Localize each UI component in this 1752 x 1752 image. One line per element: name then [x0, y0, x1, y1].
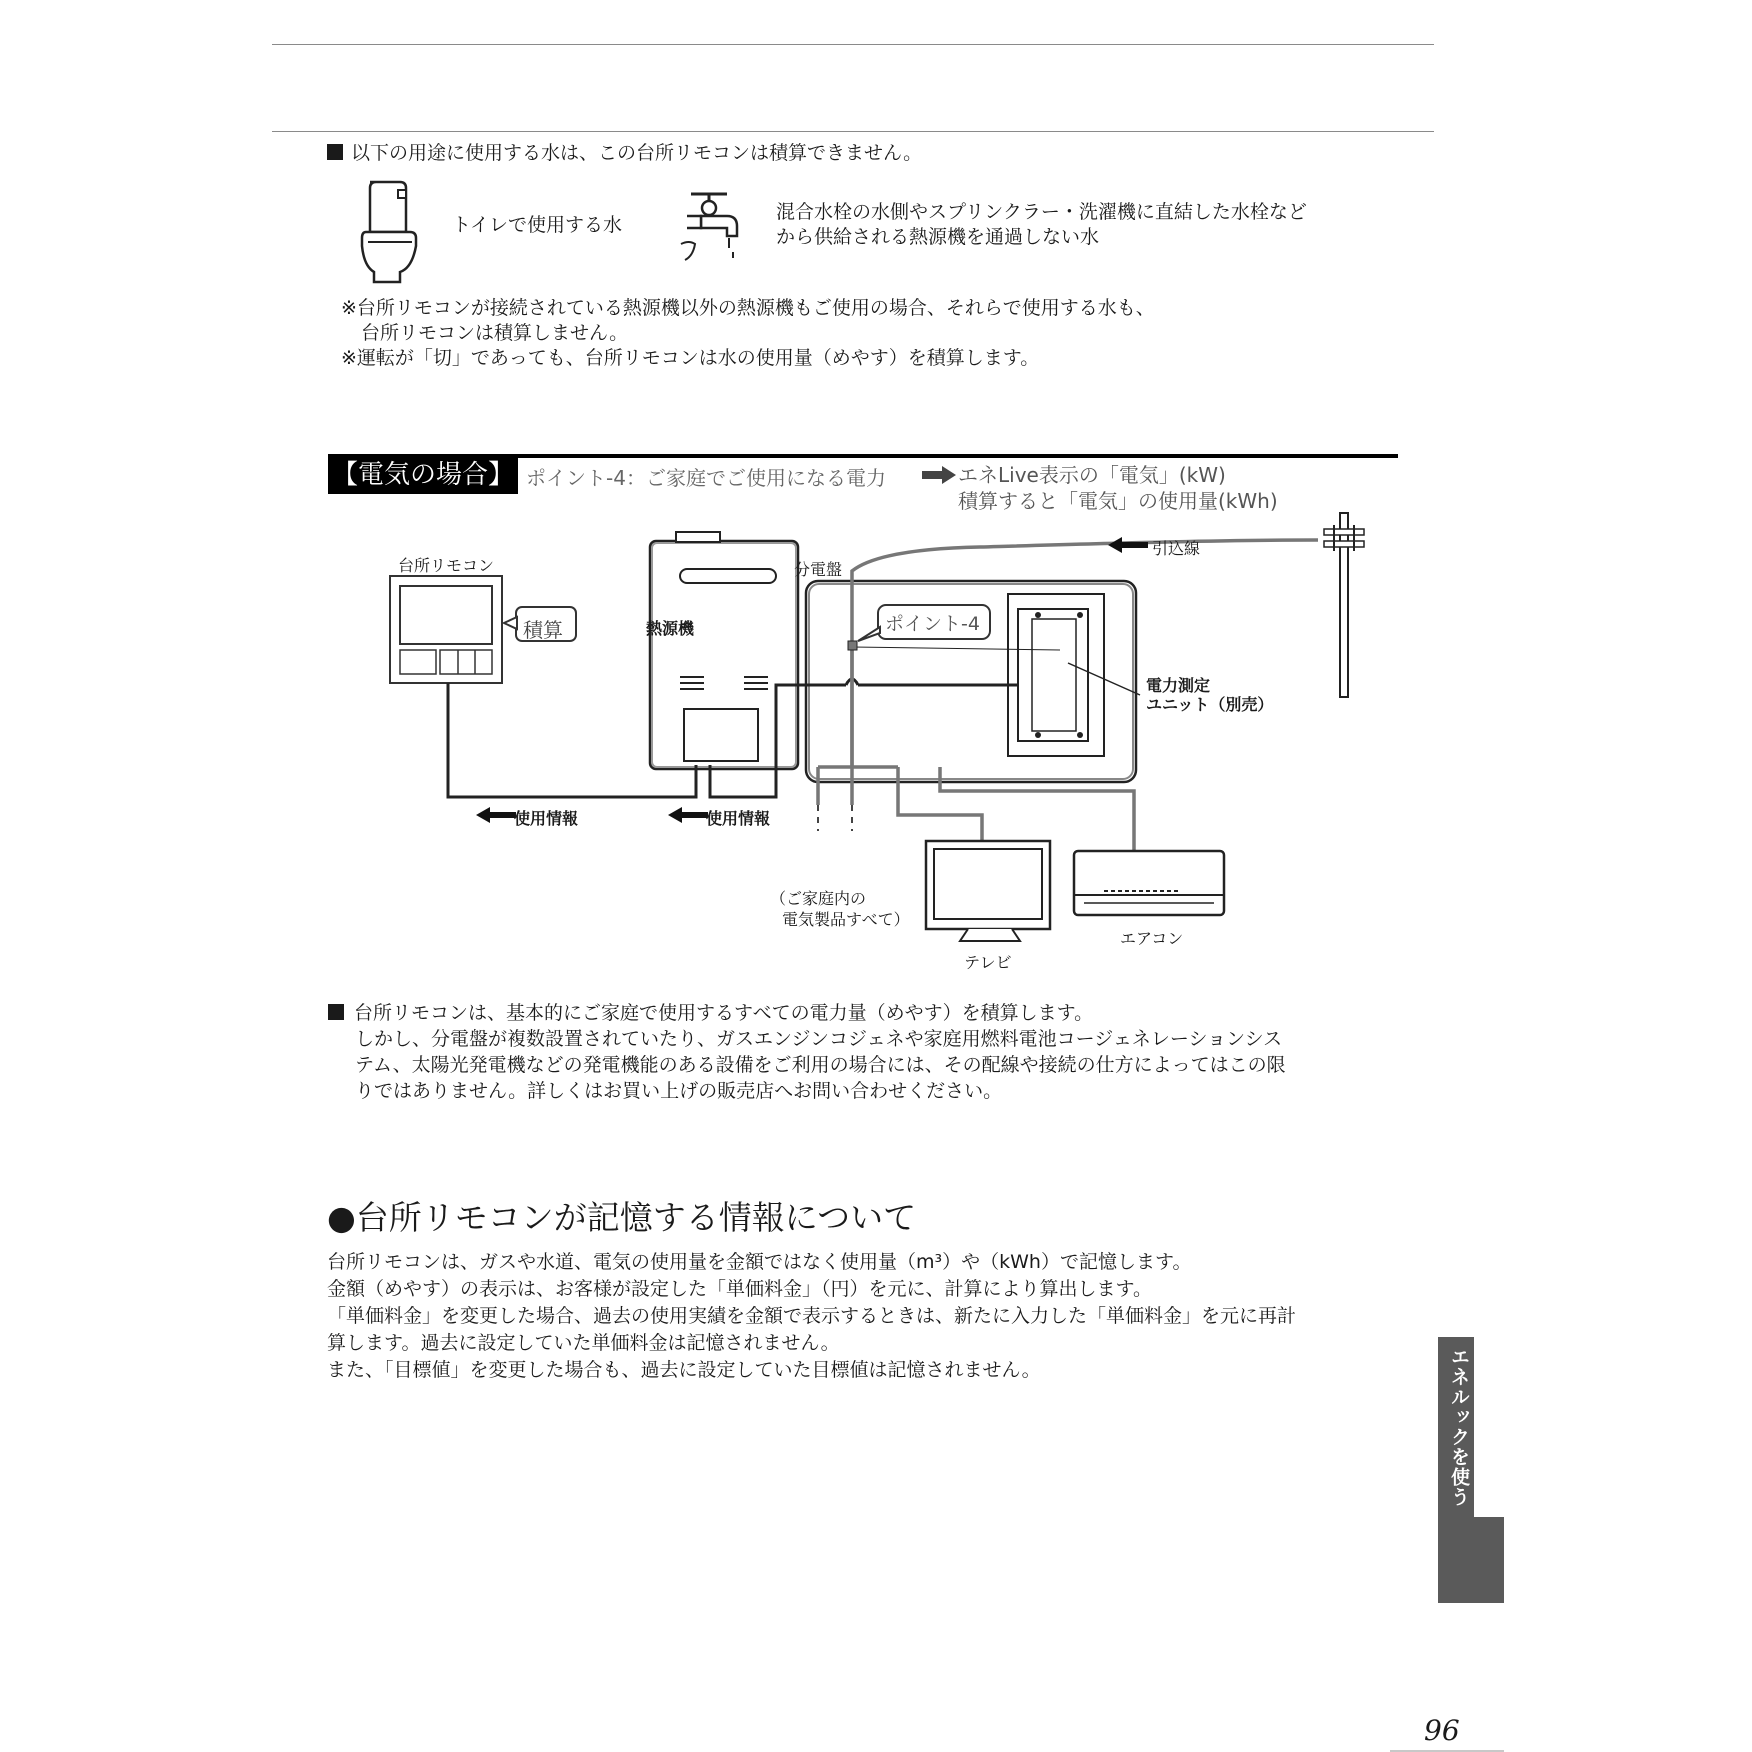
point4-label: ポイント-4 — [885, 613, 980, 635]
meter-line-1: 電力測定 — [1146, 676, 1211, 695]
side-tab-block — [1474, 1517, 1504, 1603]
usage-info-right: 使用情報 — [706, 809, 771, 828]
tv-drawing — [926, 841, 1050, 941]
incoming-line-label: 引込線 — [1152, 539, 1201, 558]
side-tab-label: エネルックを使う — [1448, 1347, 1470, 1507]
water-note-1: ※台所リモコンが接続されている熱源機以外の熱源機もご使用の場合、それらで使用する水も、 — [341, 297, 1155, 319]
faucet-line-1: 混合水栓の水側やスプリンクラー・洗濯機に直結した水栓など — [776, 201, 1307, 223]
heater-label: 熱源機 — [646, 619, 695, 638]
electric-note-1: 台所リモコンは、基本的にご家庭で使用するすべての電力量（めやす）を積算します。 — [354, 1002, 1094, 1024]
electric-notes — [328, 1000, 1286, 1104]
memory-line-3: 「単価料金」を変更した場合、過去の使用実績を金額で表示するときは、新たに入力した「単価料金」を元に再計 — [327, 1305, 1297, 1327]
memory-body — [327, 1249, 1296, 1384]
toilet-icon — [360, 176, 432, 288]
electric-title: 【電気の場合】 — [328, 456, 518, 494]
side-tab[interactable] — [1438, 1337, 1474, 1603]
square-bullet-icon — [328, 1004, 344, 1020]
electric-note-2: しかし、分電盤が複数設置されていたり、ガスエンジンコジェネや家庭用燃料電池コージェネレーションシス — [355, 1028, 1283, 1050]
sensor-dot — [848, 641, 857, 650]
water-note-2: ※運転が「切」であっても、台所リモコンは水の使用量（めやす）を積算します。 — [341, 347, 1040, 369]
memory-line-2: 金額（めやす）の表示は、お客様が設定した「単価料金」（円）を元に、計算により算出します。 — [327, 1278, 1152, 1300]
memory-line-1: 台所リモコンは、ガスや水道、電気の使用量を金額ではなく使用量（m³）や（kWh）で記憶します。 — [327, 1251, 1192, 1273]
memory-title: ●台所リモコンが記憶する情報について — [327, 1198, 917, 1237]
display-line-1: エネLive表示の「電気」(kW) — [958, 463, 1226, 487]
appliances-line-1: （ご家庭内の — [770, 889, 867, 908]
faucet-icon — [677, 186, 749, 268]
panel-label: 分電盤 — [794, 560, 843, 579]
header-rule — [272, 131, 1434, 132]
electric-note-4: りではありません。詳しくはお買い上げの販売店へお問い合わせください。 — [355, 1080, 1003, 1102]
arrow-right-icon — [922, 466, 956, 484]
dashed-lines — [818, 805, 852, 831]
water-heading-text: 以下の用途に使用する水は、この台所リモコンは積算できません。 — [351, 142, 923, 164]
aircon-label: エアコン — [1120, 929, 1184, 948]
sekisan-label: 積算 — [523, 618, 563, 642]
memory-line-5: また、「目標値」を変更した場合も、過去に設定していた目標値は記憶されません。 — [327, 1359, 1041, 1381]
faucet-description — [776, 200, 1307, 250]
memory-line-4: 算します。過去に設定していた単価料金は記憶されません。 — [327, 1332, 840, 1354]
display-line-2: 積算すると「電気」の使用量(kWh) — [958, 489, 1278, 513]
meter-unit-label — [1146, 676, 1273, 714]
faucet-line-2: から供給される熱源機を通過しない水 — [776, 226, 1100, 248]
usage-info-left: 使用情報 — [514, 809, 579, 828]
toilet-label: トイレで使用する水 — [452, 214, 623, 236]
aircon-drawing — [1074, 851, 1224, 915]
water-notes — [341, 296, 1155, 371]
appliances-line-2: 電気製品すべて） — [782, 910, 910, 929]
tv-label: テレビ — [964, 953, 1012, 972]
utility-pole-drawing — [1324, 513, 1364, 697]
page-number: 96 — [1424, 1714, 1460, 1747]
square-bullet-icon — [327, 144, 343, 160]
electric-note-3: テム、太陽光発電機などの発電機能のある設備をご利用の場合には、その配線や接続の仕方によってはこの限 — [355, 1054, 1286, 1076]
meter-line-2: ユニット（別売） — [1146, 695, 1274, 714]
water-note-1-cont: 台所リモコンは積算しません。 — [361, 322, 629, 344]
top-rule — [272, 44, 1434, 45]
kitchen-remote-drawing — [390, 576, 502, 683]
remote-label: 台所リモコン — [398, 556, 495, 575]
appliances-note — [770, 888, 910, 930]
point-text: ポイント-4：ご家庭でご使用になる電力 — [526, 466, 886, 490]
water-heading — [327, 140, 922, 167]
